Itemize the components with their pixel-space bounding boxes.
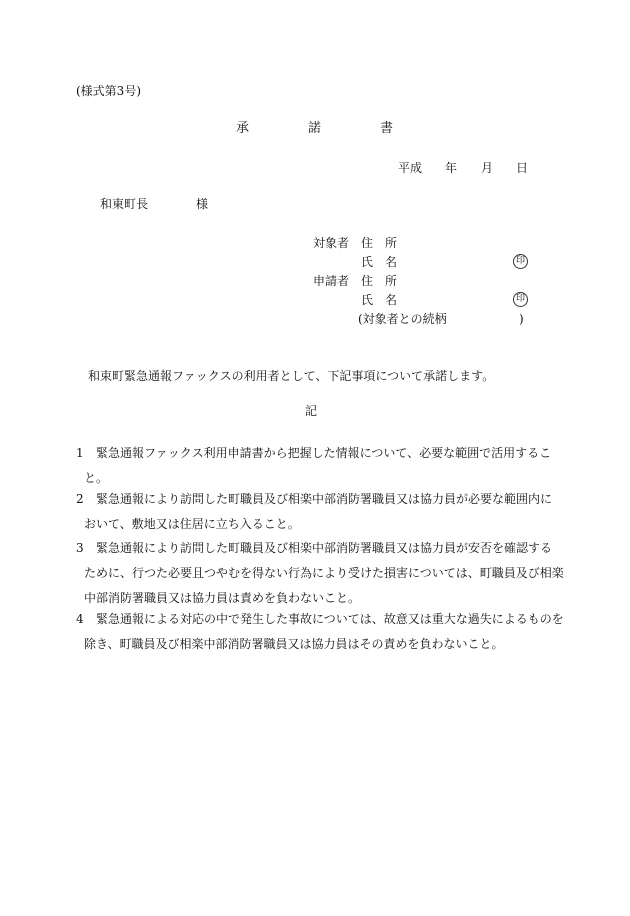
- item-line: 緊急通報により訪問した町職員及び相楽中部消防署職員又は協力員が必要な範囲内に: [96, 492, 553, 506]
- item-line: おいて、敷地又は住居に立ち入ること。: [84, 517, 300, 531]
- target-name-label: 氏 名: [361, 255, 398, 269]
- seal-mark-icon: 印: [513, 254, 528, 269]
- item-number: 1: [76, 446, 84, 460]
- item-line: 緊急通報により訪問した町職員及び相楽中部消防署職員又は協力員が安否を確認する: [96, 541, 553, 555]
- intro-statement: 和束町緊急通報ファックスの利用者として、下記事項について承諾します。: [88, 369, 495, 383]
- title-char-3: 書: [380, 121, 394, 136]
- addressee-name: 和東町長: [100, 197, 149, 211]
- item-line: 中部消防署職員又は協力員は責めを負わないこと。: [84, 591, 361, 605]
- item-line: 緊急通報ファックス利用申請書から把握した情報について、必要な範囲で活用するこ: [96, 446, 552, 460]
- item-number: 4: [76, 612, 84, 626]
- applicant-name-label: 氏 名: [361, 293, 398, 307]
- relation-close: ): [519, 312, 524, 326]
- date-month: 月: [481, 161, 494, 175]
- date-era: 平成: [398, 161, 423, 175]
- item-number: 3: [76, 541, 84, 555]
- date-year: 年: [445, 161, 458, 175]
- item-line: 除き、町職員及び相楽中部消防署職員又は協力員はその責めを負わないこと。: [84, 637, 504, 651]
- date-day: 日: [516, 161, 529, 175]
- target-person-label: 対象者: [313, 236, 350, 250]
- applicant-address-label: 住 所: [361, 274, 398, 288]
- item-number: 2: [76, 492, 84, 506]
- target-address-label: 住 所: [361, 236, 398, 250]
- item-line: ために、行つた必要且つやむを得ない行為により受けた損害については、町職員及び相楽: [84, 566, 564, 580]
- form-number: (様式第3号): [76, 84, 141, 98]
- addressee-honorific: 様: [196, 197, 209, 211]
- title-char-1: 承: [236, 121, 250, 136]
- ki-heading: 記: [305, 404, 318, 418]
- applicant-label: 申請者: [313, 274, 350, 288]
- seal-mark-icon: 印: [513, 292, 528, 307]
- title-char-2: 諾: [308, 121, 322, 136]
- item-line: と。: [84, 471, 109, 485]
- item-line: 緊急通報による対応の中で発生した事故については、故意又は重大な過失によるものを: [96, 612, 564, 626]
- relation-open: (対象者との続柄: [358, 312, 447, 326]
